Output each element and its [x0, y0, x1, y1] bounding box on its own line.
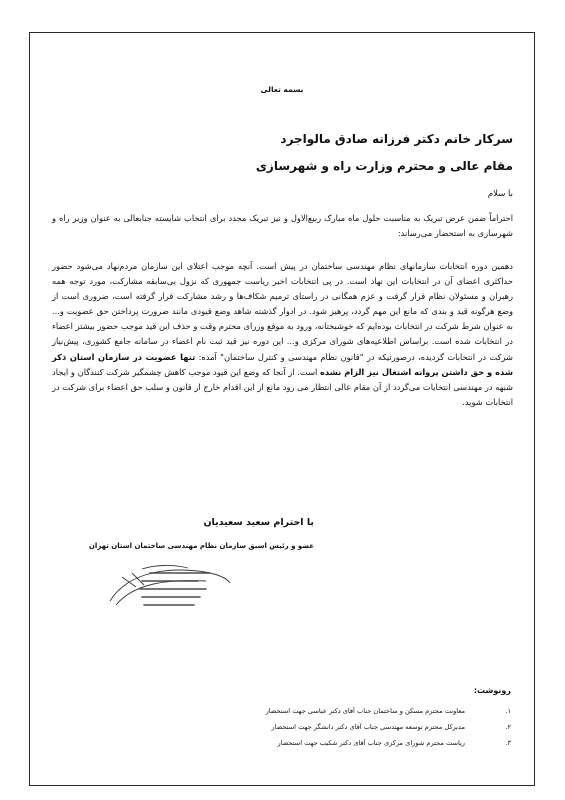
cc-item-text: معاونت محترم مسکن و ساختمان جناب آقای دکتر عباسی جهت استحضار: [265, 707, 465, 715]
cc-heading: رونوشت:: [473, 686, 511, 695]
signature-title: عضو و رئیس اسبق سازمان نظام مهندسی ساختمان استان تهران: [88, 542, 314, 550]
cc-item-number: ۳.: [505, 739, 511, 747]
main-paragraph: [52, 259, 513, 410]
recipient-position: مقام عالی و محترم وزارت راه و شهرسازی: [255, 159, 513, 173]
signature-closing: با احترام سعید سعیدیان: [203, 517, 314, 528]
letter-page: [29, 32, 535, 786]
intro-paragraph: احتراماً ضمن عرض تبریک به مناسبت حلول ماه مبارک ربیع‌الاول و نیز تبریک مجدد برای انتخاب شایسته جنابعالی به عنوان وزیر راه و شهرسازی به استحضار می‌رساند:: [52, 213, 513, 239]
main-paragraph-text-2: است. از آنجا که وضع این قیود موجب کاهش چشمگیر شرکت کنندگان و ایجاد شبهه در مهندسی انتخابات می‌گردد از آن مقام عالی انتظار می رود مانع از این اقدام خارج از قانون و سلب حق اعضاء برای شرکت در انتخابات شوید.: [52, 366, 513, 407]
cc-item: [266, 735, 511, 751]
main-paragraph-text-1: دهمین دوره انتخابات سازمانهای نظام مهندسی ساختمان در پیش است. آنچه موجب اعتلای این سازمان مردم‌نهاد می‌شود حضور حداکثری اعضای آن در انتخابات این نهاد است. در پی انتخابات اخیر ریاست جمهوری که نزول بی‌سابقه مشارکت، مورد توجه همه رهبران و مسئولان نظام قرار گرفت و عزم همگانی در راستای ترمیم شکاف‌ها و رشد مشارکت قرار گرفته است، ضروری است از وضع هرگونه قید و بندی که مانع این مهم گردد، پرهیز شود. در ادوار گذشته شاهد وضع قیودی مانند ضرورت پرداختن حق عضویت و... به عنوان شرط شرکت در انتخابات بوده‌ایم که خوشبختانه، ورود به موقع وزرای محترم وقت و حذف این قید موجب حضور بیشتر اعضاء در انتخابات شده است. براساس اطلاعیه‌های شورای مرکزی و... این دوره نیز قید ثبت نام اعضاء در سامانه جامع کشوری، پیش‌نیاز شرکت در انتخابات گردیده، درصورتیکه در "قانون نظام مهندسی و کنترل ساختمان" آمده:: [52, 261, 514, 362]
recipient-name: سرکار خانم دکتر فرزانه صادق مالواجرد: [280, 132, 513, 146]
engineer-license-stamp-icon: [102, 561, 234, 611]
cc-item-number: ۱.: [505, 707, 511, 715]
main-paragraph-emphasis: تنها عضویت در سازمان استان ذکر شده و حق داشتن پروانه اشتغال نیز الزام نشده: [52, 351, 513, 377]
greeting: با سلام: [487, 189, 513, 199]
cc-item-text: مدیرکل محترم توسعه مهندسی جناب آقای دکتر دانشگر جهت استحضار: [271, 723, 465, 731]
cc-item: [266, 703, 511, 719]
bismillah-header: بسمه تعالی: [260, 85, 304, 94]
cc-item-number: ۲.: [505, 723, 511, 731]
cc-item: [266, 719, 511, 735]
cc-list: [266, 703, 511, 751]
cc-item-text: ریاست محترم شورای مرکزی جناب آقای دکتر شکیب جهت استحضار: [277, 739, 465, 747]
